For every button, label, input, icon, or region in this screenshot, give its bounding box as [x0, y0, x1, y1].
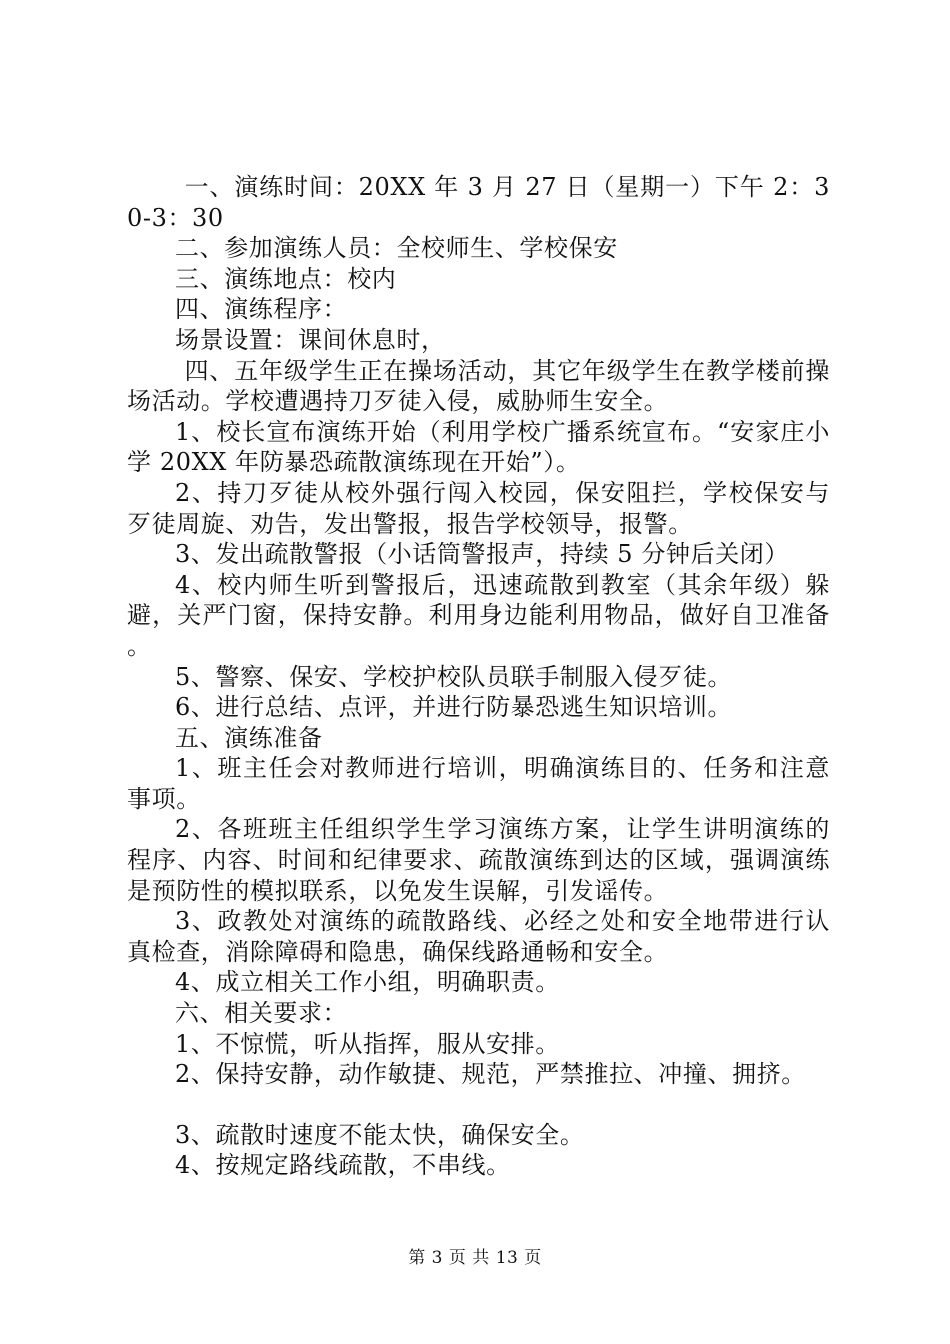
paragraph-preparation-4: 4、成立相关工作小组，明确职责。	[175, 968, 560, 997]
paragraph-preparation-heading: 五、演练准备	[175, 723, 323, 752]
paragraph-drill-time: 一、演练时间：20XX 年 3 月 27 日（星期一）下午 2：30-3：30	[127, 173, 830, 232]
paragraph-requirements-heading: 六、相关要求：	[175, 999, 348, 1028]
document-body	[127, 172, 830, 1181]
page-number-label: 第 3 页 共 13 页	[408, 1248, 542, 1268]
paragraph-requirement-1: 1、不惊慌，听从指挥，服从安排。	[175, 1029, 560, 1058]
paragraph-location: 三、演练地点：校内	[175, 264, 397, 293]
paragraph-step-4: 4、校内师生听到警报后，迅速疏散到教室（其余年级）躲避，关严门窗，保持安静。利用身边能利用物品，做好自卫准备。	[127, 570, 830, 660]
paragraph-preparation-2: 2、各班班主任组织学生学习演练方案，让学生讲明演练的程序、内容、时间和纪律要求、疏散演练到达的区域，强调演练是预防性的模拟联系，以免发生误解，引发谣传。	[127, 815, 830, 905]
paragraph-step-1: 1、校长宣布演练开始（利用学校广播系统宣布。“安家庄小学 20XX 年防暴恐疏散演练现在开始”）。	[127, 417, 830, 477]
page-footer	[0, 1243, 950, 1268]
paragraph-participants: 二、参加演练人员：全校师生、学校保安	[175, 234, 618, 263]
paragraph-step-3: 3、发出疏散警报（小话筒警报声，持续 5 分钟后关闭）	[175, 540, 789, 569]
paragraph-scene-setting: 场景设置：课间休息时，	[175, 325, 446, 354]
paragraph-scene-description: 四、五年级学生正在操场活动，其它年级学生在教学楼前操场活动。学校遭遇持刀歹徒入侵，威胁师生安全。	[127, 356, 830, 416]
paragraph-requirement-2: 2、保持安静，动作敏捷、规范，严禁推拉、冲撞、拥挤。	[175, 1060, 806, 1089]
paragraph-preparation-3: 3、政教处对演练的疏散路线、必经之处和安全地带进行认真检查，消除障碍和隐患，确保线路通畅和安全。	[127, 907, 830, 966]
paragraph-requirement-4: 4、按规定路线疏散，不串线。	[175, 1151, 511, 1180]
paragraph-procedure-heading: 四、演练程序：	[175, 295, 348, 324]
paragraph-preparation-1: 1、班主任会对教师进行培训，明确演练目的、任务和注意事项。	[127, 754, 830, 813]
paragraph-step-6: 6、进行总结、点评，并进行防暴恐逃生知识培训。	[175, 693, 733, 722]
paragraph-step-5: 5、警察、保安、学校护校队员联手制服入侵歹徒。	[175, 662, 733, 691]
paragraph-requirement-3: 3、疏散时速度不能太快，确保安全。	[175, 1120, 585, 1149]
paragraph-step-2: 2、持刀歹徒从校外强行闯入校园，保安阻拦，学校保安与歹徒周旋、劝告，发出警报，报告学校领导，报警。	[127, 478, 830, 538]
